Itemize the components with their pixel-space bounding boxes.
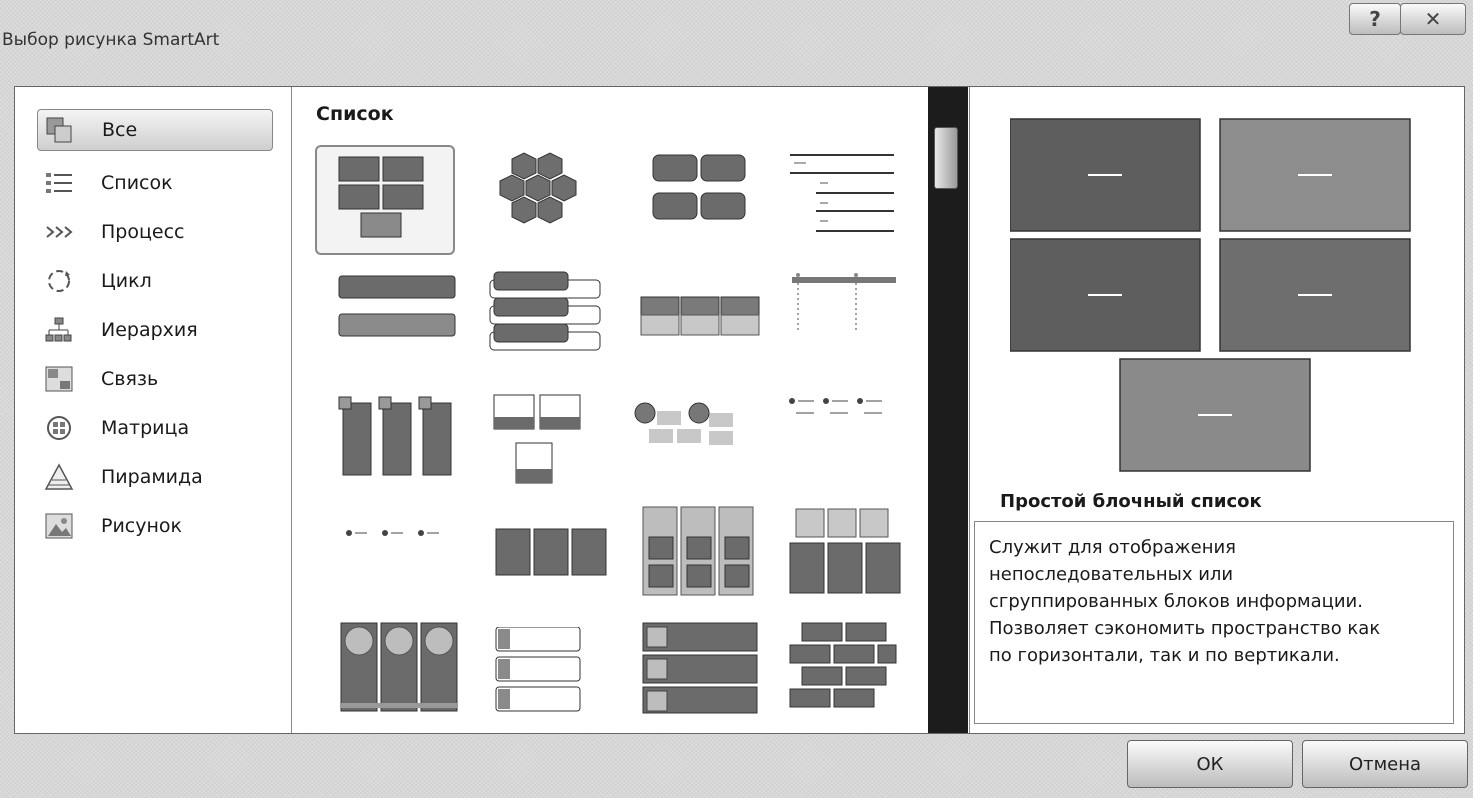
dialog-body — [14, 86, 1465, 734]
cancel-button[interactable]: Отмена — [1302, 740, 1468, 788]
category-relationship[interactable] — [37, 358, 273, 400]
layout-thumb-circle-connectors[interactable] — [629, 387, 769, 497]
layout-thumb-bar-list[interactable] — [629, 619, 769, 729]
description-line: сгруппированных блоков информации. — [989, 591, 1363, 612]
category-cycle[interactable] — [37, 260, 273, 302]
layout-thumb-bullet-triads[interactable] — [776, 387, 916, 497]
layout-preview-image — [1010, 105, 1420, 475]
category-label: Список — [101, 172, 173, 194]
layout-thumb-grid-matrix[interactable] — [472, 505, 612, 615]
layout-thumb-horizontal-bullets[interactable] — [329, 262, 469, 372]
matrix-icon — [41, 413, 77, 443]
gallery-heading: Список — [316, 103, 394, 125]
hierarchy-icon — [41, 315, 77, 345]
category-process[interactable] — [37, 211, 273, 253]
category-hierarchy[interactable] — [37, 309, 273, 351]
layout-thumb-segmented-bars[interactable] — [472, 262, 612, 372]
category-label: Связь — [101, 368, 159, 390]
layout-thumb-stacked-blocks[interactable] — [629, 147, 769, 257]
layout-description — [974, 521, 1454, 724]
pyramid-icon — [41, 462, 77, 492]
picture-icon — [41, 511, 77, 541]
category-label: Процесс — [101, 221, 185, 243]
description-line: Служит для отображения — [989, 537, 1236, 558]
layout-thumb-tab-list[interactable] — [472, 627, 612, 733]
category-label: Иерархия — [101, 319, 198, 341]
close-button[interactable] — [1400, 3, 1466, 35]
layout-thumb-table-list[interactable] — [629, 267, 769, 377]
category-label: Пирамида — [101, 466, 203, 488]
layout-thumb-hexagon-cluster[interactable] — [472, 147, 612, 257]
scrollbar-thumb[interactable] — [934, 127, 958, 189]
layout-thumb-brick-list[interactable] — [776, 619, 916, 729]
category-list-item[interactable] — [37, 162, 273, 204]
ok-button[interactable]: ОК — [1127, 740, 1293, 788]
description-line: по горизонтали, так и по вертикали. — [989, 645, 1340, 666]
window-title: Выбор рисунка SmartArt — [2, 30, 220, 50]
preview-pane — [969, 87, 1465, 733]
description-line: Позволяет сэкономить пространство как — [989, 618, 1381, 639]
layout-thumb-circle-column-list[interactable] — [329, 619, 469, 729]
layout-thumb-picture-caption-list[interactable] — [472, 387, 612, 497]
layout-thumb-lined-list[interactable] — [776, 147, 916, 257]
process-icon — [41, 217, 77, 247]
category-list — [15, 87, 292, 733]
gallery-scrollbar[interactable] — [928, 87, 968, 733]
category-label: Рисунок — [101, 515, 183, 537]
category-pyramid[interactable] — [37, 456, 273, 498]
layout-thumb-stacked-grid[interactable] — [629, 505, 769, 615]
help-button[interactable] — [1349, 3, 1401, 35]
layout-title: Простой блочный список — [1000, 491, 1262, 512]
layout-thumb-vertical-columns[interactable] — [329, 379, 469, 489]
category-label: Матрица — [101, 417, 190, 439]
question-icon: ? — [1369, 7, 1381, 31]
layout-thumb-timeline-markers[interactable] — [776, 267, 916, 377]
relationship-icon — [41, 364, 77, 394]
all-icon — [42, 115, 78, 145]
cycle-icon — [41, 266, 77, 296]
close-icon: ✕ — [1424, 7, 1442, 31]
title-bar — [0, 0, 1473, 60]
category-matrix[interactable] — [37, 407, 273, 449]
layout-thumb-basic-block-list[interactable] — [315, 145, 455, 255]
layout-thumb-vertical-images[interactable] — [776, 505, 916, 615]
description-line: непоследовательных или — [989, 564, 1234, 585]
category-label: Все — [102, 119, 138, 141]
list-icon — [41, 168, 77, 198]
category-all[interactable] — [37, 109, 273, 151]
layout-gallery — [292, 87, 928, 733]
category-label: Цикл — [101, 270, 152, 292]
layout-thumb-horizontal-boxes[interactable] — [329, 507, 469, 617]
category-picture[interactable] — [37, 505, 273, 547]
